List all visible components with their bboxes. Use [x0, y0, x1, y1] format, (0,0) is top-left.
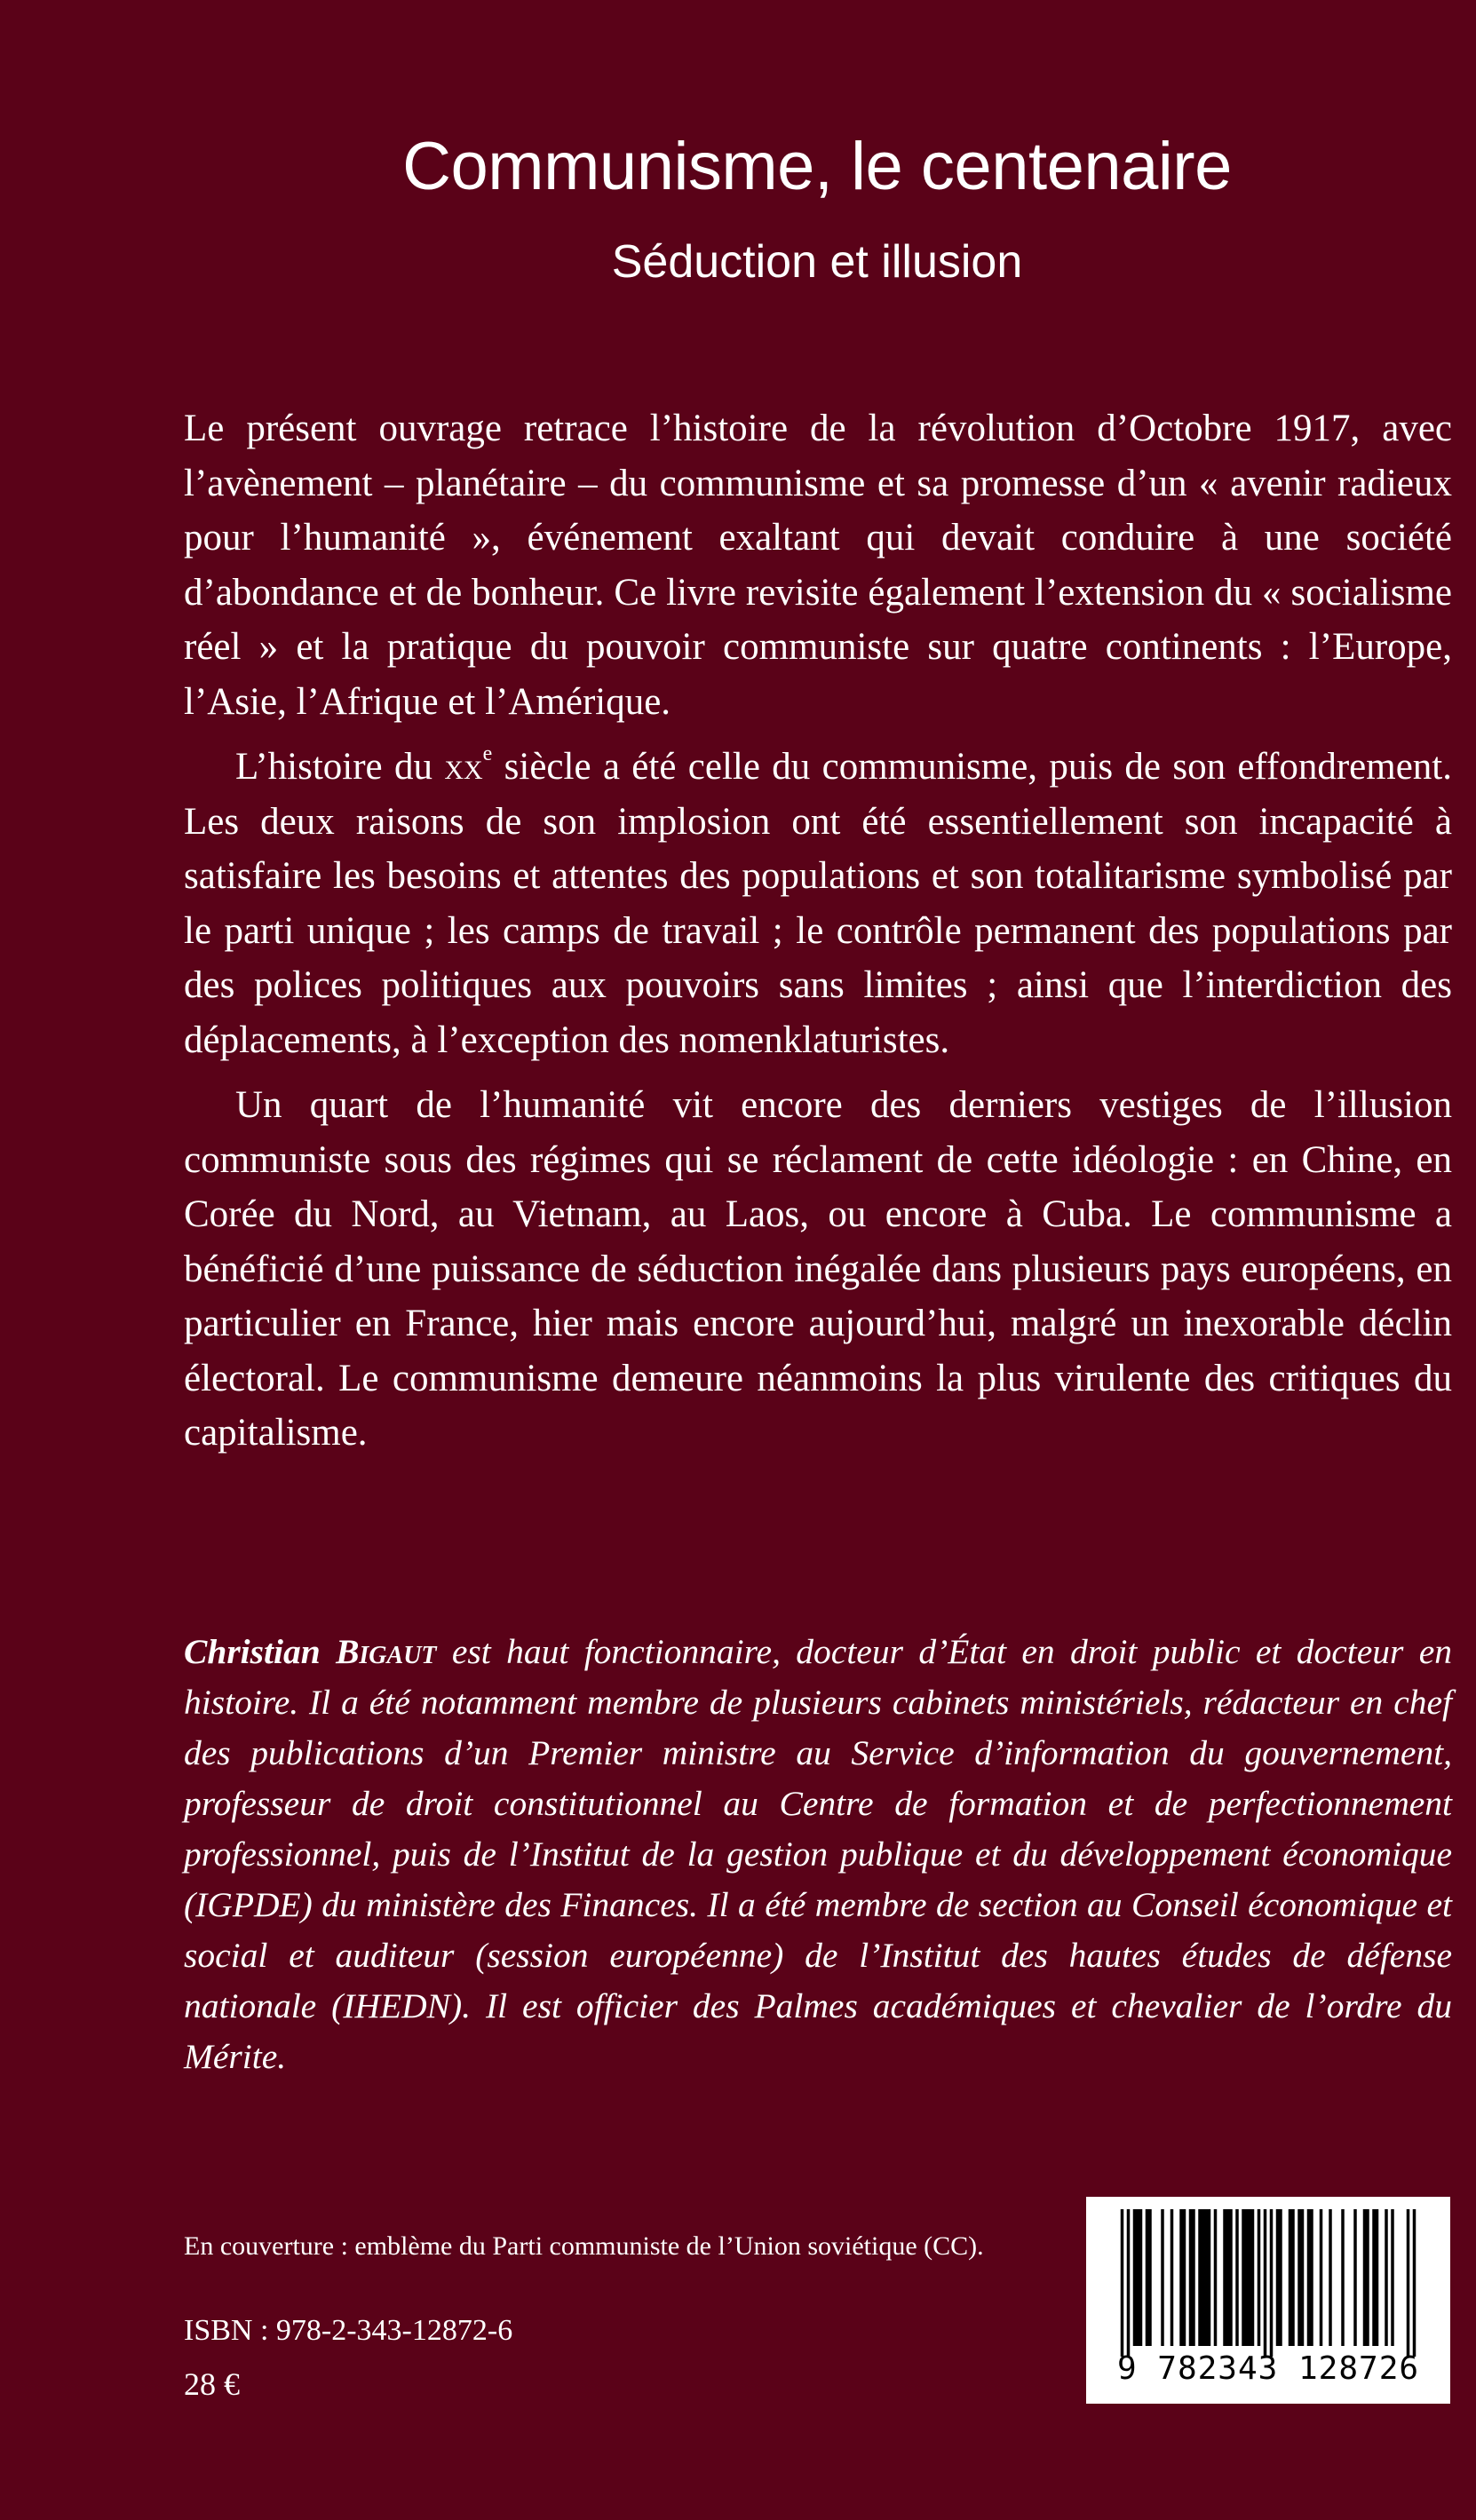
price: 28 € — [184, 2366, 240, 2402]
book-subtitle: Séduction et illusion — [611, 236, 1023, 288]
blurb-paragraph-1: Le présent ouvrage retrace l’histoire de la révolution d’Octobre 1917, avec l’avènement – planétaire – du communisme et sa promesse d’un « avenir radieux pour l’humanité », événement exaltant qui devait conduire à une société d’abondance et de bonheur. Ce livre revisite également l’extension du « socialisme réel » et la pratique du pouvoir communiste sur quatre continents : l’Europe, l’Asie, l’Afrique et l’Amérique. — [184, 408, 1452, 723]
barcode-bar — [1289, 2209, 1295, 2346]
barcode-bar — [1235, 2209, 1239, 2346]
barcode-bar — [1214, 2209, 1218, 2346]
barcode-bar — [1161, 2209, 1164, 2346]
century-suffix: e — [482, 742, 493, 765]
p2-rest: siècle a été celle du communisme, puis de son effondrement. Les deux raisons de son implosion ont été essentiellement son incapacité à satisfaire les besoins et attentes des populations et son totalitarisme symbolisé par le parti unique ; les camps de travail ; le contrôle permanent des populations par des polices politiques aux pouvoirs sans limites ; ainsi que l’interdiction des déplacements, à l’exception des nomenklaturistes. — [184, 746, 1452, 1061]
blurb-paragraph-3: Un quart de l’humanité vit encore des derniers vestiges de l’illusion communiste sous des régimes qui se réclament de cette idéologie : en Chine, en Corée du Nord, au Vietnam, au Laos, ou encore à Cuba. Le communisme a bénéficié d’une puissance de séduction inégalée dans plusieurs pays européens, en particulier en France, hier mais encore aujourd’hui, malgré un inexorable déclin électoral. Le communisme demeure néanmoins la plus virulente des critiques du capitalisme. — [184, 1084, 1452, 1454]
barcode-bars — [1086, 2197, 1450, 2357]
barcode-bar — [1320, 2209, 1323, 2346]
author-last-name: Bigaut — [336, 1632, 437, 1671]
barcode-bar — [1270, 2209, 1274, 2357]
author-bio — [184, 1627, 1452, 2082]
barcode-digits: 9 782343 128726 — [1116, 2350, 1420, 2387]
barcode-bar — [1189, 2209, 1195, 2346]
cover-credit: En couverture : emblème du Parti communiste de l’Union soviétique (CC). — [184, 2231, 984, 2261]
barcode-bar — [1121, 2209, 1124, 2357]
barcode-bar — [1127, 2209, 1131, 2357]
book-title: Communisme, le centenaire — [402, 129, 1232, 204]
author-first-name: Christian — [184, 1632, 337, 1671]
barcode-bar — [1198, 2209, 1210, 2346]
barcode-bar — [1242, 2209, 1254, 2346]
barcode-bar — [1353, 2209, 1357, 2346]
barcode-bar — [1133, 2209, 1143, 2346]
isbn: ISBN : 978-2-343-12872-6 — [184, 2314, 513, 2347]
p2-start: L’histoire du — [235, 746, 445, 788]
barcode-bar — [1307, 2209, 1313, 2346]
barcode-bar — [1258, 2209, 1261, 2346]
barcode-bar — [1391, 2209, 1394, 2346]
barcode-bar — [1276, 2209, 1282, 2346]
barcode-bar — [1223, 2209, 1233, 2346]
author-bio-text: est haut fonctionnaire, docteur d’État en droit public et docteur en histoire. Il a été notamment membre de plusieurs cabinets ministériels, rédacteur en chef des publications d’un Premier ministre au Service d’information du gouvernement, professeur de droit constitutionnel au Centre de formation et de perfectionnement professionnel, puis de l’Institut de la gestion publique et du développement économique (IGPDE) du ministère des Finances. Il a été membre de section au Conseil économique et social et auditeur (session européenne) de l’Institut des hautes études de défense nationale (IHEDN). Il est officier des Palmes académiques et chevalier de l’ordre du Mérite. — [184, 1632, 1452, 2076]
barcode — [1086, 2197, 1450, 2404]
barcode-bar — [1385, 2209, 1388, 2346]
barcode-bar — [1297, 2209, 1304, 2346]
barcode-bar — [1264, 2209, 1267, 2357]
blurb-paragraph-2 — [184, 740, 1452, 1067]
blurb — [184, 401, 1452, 1471]
title-block — [337, 124, 1297, 291]
barcode-bar — [1413, 2209, 1416, 2357]
barcode-bar — [1341, 2209, 1345, 2346]
barcode-bar — [1170, 2209, 1174, 2346]
barcode-bar — [1407, 2209, 1410, 2357]
barcode-bar — [1329, 2209, 1332, 2346]
barcode-bar — [1179, 2209, 1186, 2346]
barcode-bar — [1372, 2209, 1378, 2346]
century-numeral: xx — [444, 746, 483, 788]
barcode-bar — [1363, 2209, 1369, 2346]
barcode-bar — [1146, 2209, 1152, 2346]
